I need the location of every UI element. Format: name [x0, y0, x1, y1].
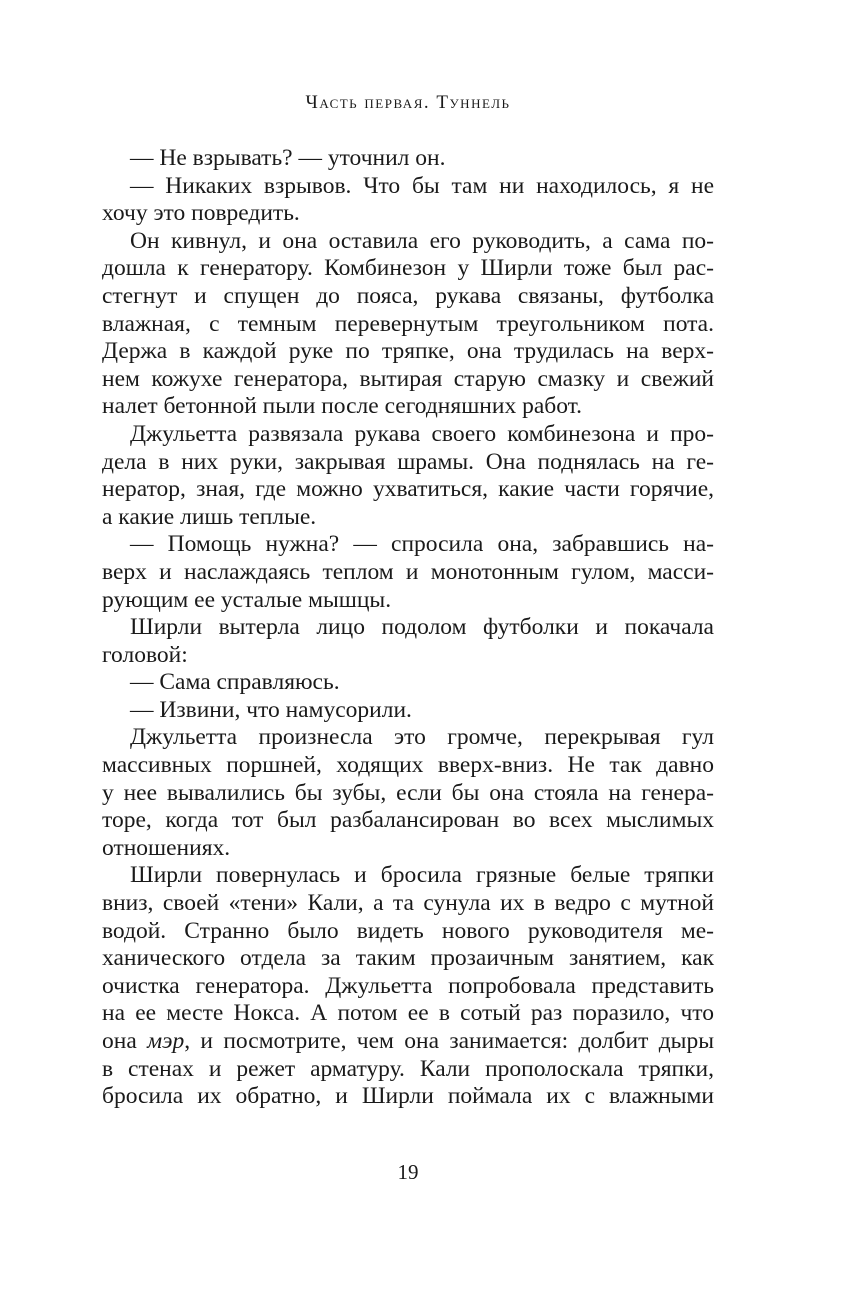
page-number: 19	[397, 1160, 419, 1184]
paragraph	[102, 862, 714, 1110]
text-line: хочу это повредить.	[102, 200, 300, 227]
paragraph	[102, 173, 714, 228]
paragraph	[102, 421, 714, 531]
text-line: отношениях.	[102, 834, 231, 861]
text-line: у нее вывалились бы зубы, если бы она стояла на генера-	[102, 779, 714, 806]
paragraph	[102, 724, 714, 862]
text-line: на ее месте Нокса. А потом ее в сотый раз поразило, что	[102, 1000, 714, 1027]
text-line: ханического отдела за таким прозаичным занятием, как	[102, 945, 714, 972]
text-line: Джульетта развязала рукава своего комбинезона и про-	[130, 420, 714, 447]
text-line: а какие лишь теплые.	[102, 503, 317, 530]
text-line: торе, когда тот был разбалансирован во всех мыслимых	[102, 807, 714, 834]
text-line: Держа в каждой руке по тряпке, она трудилась на верх-	[102, 338, 714, 365]
text-line: — Не взрывать? — уточнил он.	[130, 145, 446, 171]
paragraph	[102, 228, 714, 421]
italic-word: мэр	[147, 1028, 185, 1054]
text-line: массивных поршней, ходящих вверх-вниз. Не так давно	[102, 752, 714, 779]
text-line: влажная, с темным перевернутым треугольником пота.	[102, 310, 714, 337]
text-line: налет бетонной пыли после сегодняшних работ.	[102, 393, 583, 420]
text-line: рующим ее усталые мышцы.	[102, 586, 392, 613]
text-line: водой. Странно было видеть нового руководителя ме-	[102, 917, 714, 944]
body-text	[102, 145, 714, 1111]
text-line: очистка генератора. Джульетта попробовала представить	[102, 972, 714, 999]
running-head: Часть первая. Туннель	[305, 92, 511, 113]
paragraph	[102, 145, 714, 173]
text-fragment: , и посмотрите, чем она занимается: долбит дыры	[184, 1028, 714, 1054]
text-line: нератор, зная, где можно ухватиться, какие части горячие,	[102, 476, 714, 503]
text-line: вниз, своей «тени» Кали, а та сунула их в ведро с мутной	[102, 890, 714, 917]
text-line: дошла к генератору. Комбинезон у Ширли тоже был рас-	[102, 255, 714, 282]
text-line: нем кожухе генератора, вытирая старую смазку и свежий	[102, 365, 714, 392]
text-line: — Сама справляюсь.	[130, 669, 340, 696]
text-line: дела в них руки, закрывая шрамы. Она поднялась на ге-	[102, 448, 714, 475]
text-line: бросила их обратно, и Ширли поймала их с влажными	[102, 1083, 714, 1110]
text-line: в стенах и режет арматуру. Кали прополоскала тряпки,	[102, 1055, 714, 1082]
text-line: Джульетта произнесла это громче, перекрывая гул	[130, 724, 714, 751]
text-line: — Никаких взрывов. Что бы там ни находилось, я не	[130, 172, 714, 199]
paragraph	[102, 614, 714, 669]
text-line: — Извини, что намусорили.	[130, 696, 412, 723]
paragraph	[102, 697, 714, 725]
text-line: верх и наслаждаясь теплом и монотонным гулом, масси-	[102, 558, 714, 585]
text-line: головой:	[102, 641, 188, 668]
text-line: Ширли вытерла лицо подолом футболки и покачала	[130, 614, 714, 641]
paragraph	[102, 531, 714, 614]
text-line-mayor	[102, 1028, 714, 1056]
text-line: стегнут и спущен до пояса, рукава связаны, футболка	[102, 282, 714, 309]
text-fragment: она	[102, 1028, 148, 1054]
text-line: — Помощь нужна? — спросила она, забравшись на-	[130, 531, 714, 558]
text-line: Ширли повернулась и бросила грязные белые тряпки	[130, 862, 714, 889]
text-line: Он кивнул, и она оставила его руководить, а сама по-	[130, 227, 714, 254]
paragraph	[102, 669, 714, 697]
